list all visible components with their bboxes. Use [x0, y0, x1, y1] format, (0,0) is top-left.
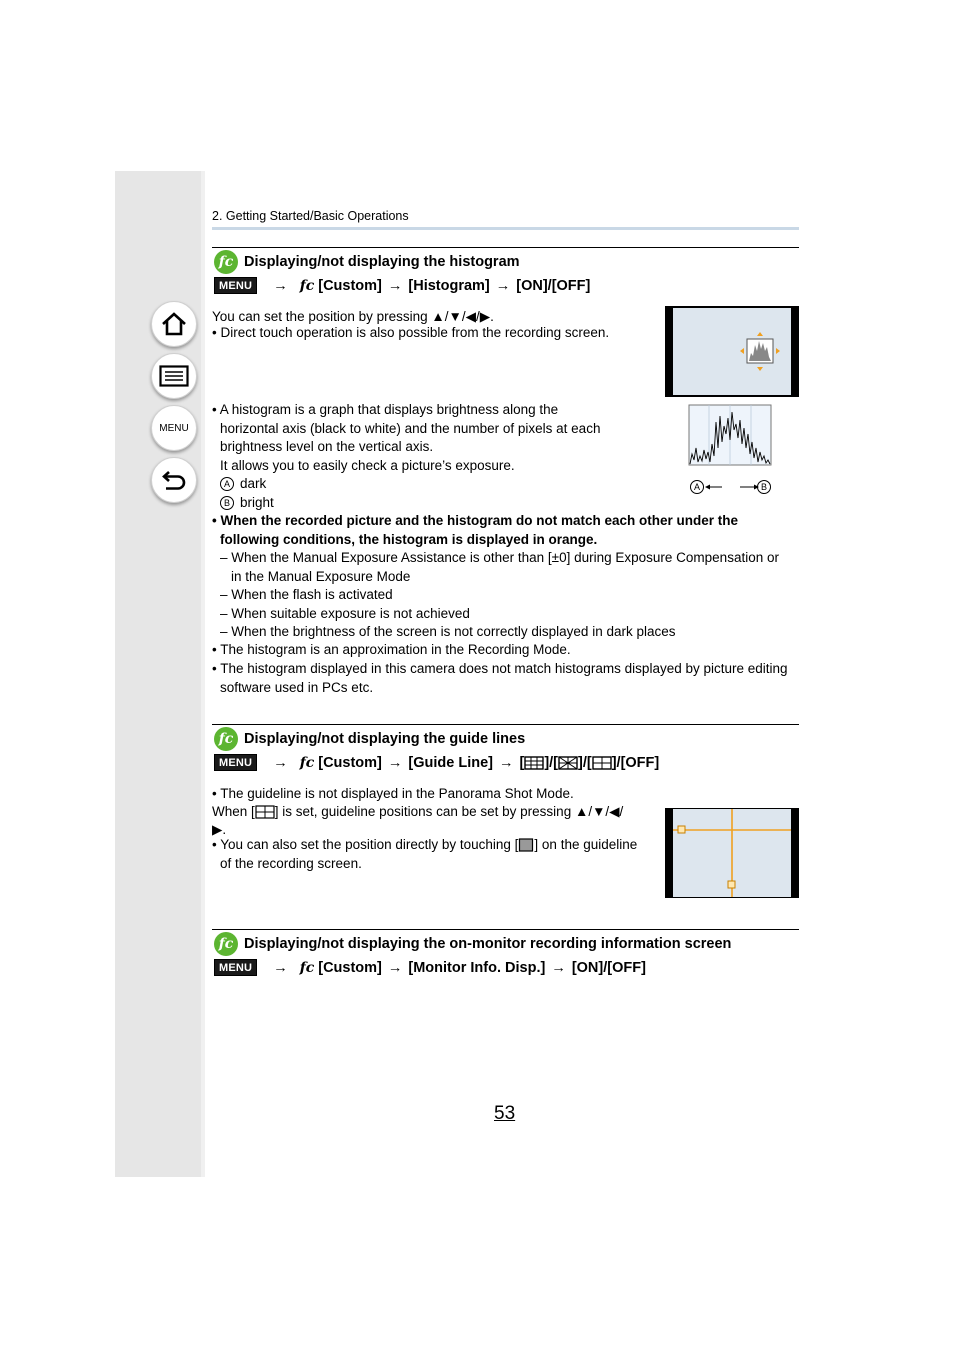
monitor-value: [ON]/[OFF] [571, 959, 646, 976]
chapter-title: 2. Getting Started/Basic Operations [212, 209, 409, 223]
axis-arrows [704, 482, 760, 492]
grid-cross-icon [592, 756, 612, 770]
monitor-menu-path [214, 959, 646, 976]
monitor-title-text: Displaying/not displaying the on-monitor recording information screen [244, 936, 732, 952]
warning-line2: following conditions, the histogram is displayed in orange. [220, 532, 598, 547]
condition-1a: – When the Manual Exposure Assistance is other than [±0] during Exposure Compensation or [220, 550, 779, 565]
label-b-marker: B [220, 496, 234, 510]
histogram-axis-label-b [757, 478, 777, 497]
bracket-sep: ]/ [611, 754, 621, 771]
custom-label: [Custom] [318, 959, 382, 976]
monitor-item: [Monitor Info. Disp.] [408, 959, 546, 976]
histogram-note2b: software used in PCs etc. [220, 680, 374, 695]
custom-icon: fc [299, 754, 315, 771]
bracket-open: [ [519, 754, 525, 771]
sidebar-edge [201, 171, 205, 1177]
arrow: → [495, 277, 511, 294]
guide-off: [OFF] [620, 754, 660, 771]
menu-badge: MENU [214, 277, 257, 294]
histogram-desc4: It allows you to easily check a picture’s exposure. [220, 458, 515, 473]
grid-3x3-icon [524, 756, 544, 770]
monitor-section-title [214, 932, 731, 956]
arrow: → [387, 959, 403, 976]
histogram-desc2: horizontal axis (black to white) and the number of pixels at each [220, 421, 601, 436]
histogram-value: [ON]/[OFF] [516, 277, 591, 294]
histogram-desc3: brightness level on the vertical axis. [220, 439, 434, 454]
home-icon [160, 311, 188, 337]
guide-when-line [212, 803, 623, 822]
guide-item: [Guide Line] [408, 754, 493, 771]
guide-handle-icon [518, 838, 534, 852]
custom-icon: fc [299, 277, 315, 294]
histogram-menu-path [214, 277, 590, 294]
list-icon [159, 365, 189, 387]
axis-b-marker: B [757, 480, 771, 494]
custom-menu-icon: fc [214, 250, 238, 274]
header-rule [212, 227, 799, 230]
arrow: → [273, 277, 288, 294]
warning-line1: • When the recorded picture and the histogram do not match each other under the [212, 513, 739, 528]
arrow: → [273, 754, 288, 771]
custom-icon: fc [299, 959, 315, 976]
back-button[interactable] [151, 457, 197, 503]
histogram-screen-illustration [665, 306, 799, 397]
menu-button[interactable] [151, 405, 197, 451]
condition-4: – When the brightness of the screen is not correctly displayed in dark places [220, 624, 676, 639]
guide-when-end: ▶. [212, 822, 227, 837]
histogram-line2: • Direct touch operation is also possible from the recording screen. [212, 325, 610, 340]
guide-section-title [214, 727, 525, 751]
section-divider [212, 247, 799, 248]
condition-2: – When the flash is activated [220, 587, 393, 602]
contents-button[interactable] [151, 353, 197, 399]
back-icon [160, 468, 188, 492]
arrow: → [273, 959, 288, 976]
grid-cross-icon [255, 805, 275, 819]
custom-label: [Custom] [318, 277, 382, 294]
guide-touch-end: of the recording screen. [220, 856, 362, 871]
arrow: → [498, 754, 514, 771]
arrow: → [551, 959, 566, 976]
histogram-graph [688, 404, 772, 466]
grid-diagonal-icon [558, 756, 578, 770]
guide-note1: • The guideline is not displayed in the Panorama Shot Mode. [212, 786, 574, 801]
histogram-note1: • The histogram is an approximation in the Recording Mode. [212, 642, 571, 657]
guide-when-post: ] is set, guideline positions can be set by pressing ▲/▼/◀/ [274, 804, 624, 819]
guide-title-text: Displaying/not displaying the guide lines [244, 731, 526, 747]
label-a-marker: A [220, 477, 234, 491]
guide-touch-post: ] on the guideline [534, 837, 638, 852]
guide-touch-pre: • You can also set the position directly by touching [ [212, 837, 519, 852]
label-dark-text: dark [240, 476, 267, 491]
guide-menu-path [214, 754, 659, 771]
histogram-line1: You can set the position by pressing ▲/▼/◀/▶. [212, 309, 494, 324]
label-bright-text: bright [240, 495, 274, 510]
home-button[interactable] [151, 301, 197, 347]
histogram-desc1: • A histogram is a graph that displays brightness along the [212, 402, 559, 417]
histogram-item: [Histogram] [408, 277, 490, 294]
custom-menu-icon: fc [214, 932, 238, 956]
arrow: → [387, 277, 403, 294]
menu-badge: MENU [214, 959, 257, 976]
bracket-sep: ]/[ [544, 754, 559, 771]
histogram-position-marker [739, 331, 781, 373]
bracket-sep: ]/[ [578, 754, 592, 771]
guide-screen-illustration [665, 808, 799, 898]
histogram-section-title [214, 250, 520, 274]
menu-badge: MENU [214, 754, 257, 771]
section-divider [212, 929, 799, 930]
histogram-title-text: Displaying/not displaying the histogram [244, 254, 520, 270]
label-bright [220, 494, 274, 513]
custom-label: [Custom] [318, 754, 382, 771]
histogram-note2a: • The histogram displayed in this camera does not match histograms displayed by picture editing [212, 661, 788, 676]
condition-3: – When suitable exposure is not achieved [220, 606, 470, 621]
arrow: → [387, 754, 403, 771]
page-number: 53 [494, 1103, 516, 1124]
label-dark [220, 475, 266, 494]
menu-label: MENU [159, 422, 189, 434]
guide-lines [673, 809, 791, 897]
guide-when-pre: When [ [212, 804, 255, 819]
custom-menu-icon: fc [214, 727, 238, 751]
axis-a-marker: A [690, 480, 704, 494]
condition-1b: in the Manual Exposure Mode [231, 569, 411, 584]
section-divider [212, 724, 799, 725]
guide-touch-line [212, 836, 637, 855]
